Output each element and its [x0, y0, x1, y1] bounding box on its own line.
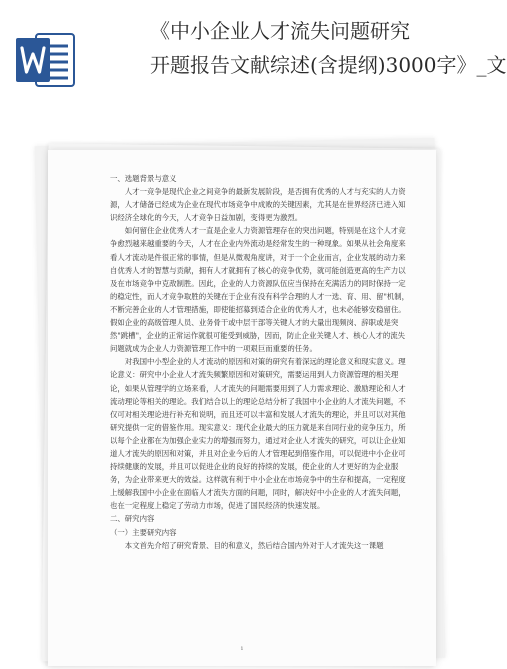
subsection-heading: （一）主要研究内容 — [110, 527, 177, 537]
document-title — [150, 14, 507, 82]
page-content — [110, 172, 410, 552]
page-number: 1 — [240, 646, 244, 652]
title-line-1: 《中小企业人才流失问题研究 — [150, 19, 410, 43]
title-line-2: 开题报告文献综述(含提纲)3000字》_文 — [150, 53, 507, 77]
section-heading-1: 一、选题背景与意义 — [110, 174, 177, 183]
paragraph-2: 如何留住企业优秀人才一直是企业人力资源管理存在的突出问题，特别是在这个人才竞争愈烈越来越重要的今天，人才在企业内外流动是经常发生的一种现象。如果从社会角度来看人才流动是件很正常的事情，但是从微观角度讲，对于一个企业而言，企业发展的动力来自优秀人才的智慧与贡献，拥有人才就拥有了核心的竞争优势，就可能创造更高的生产力以及在市场竞争中克敌制胜。因此，企业的人力资源队伍应当保持在充满活力的同时保持一定的稳定性，而人才竞争取胜的关键在于企业有没有科学合理的人才一选、育、用、留"机制，不断完善企业的人才管理措施，即使能招募到适合企业的优秀人才，也未必能够安稳留住。假如企业的高级管理人员、业务骨干或中层干部等关键人才的大量出现频岗、辞职或是突然"跳槽"，企业的正常运作就很可能受到威胁，因而，防止企业关键人才、核心人才的流失问题就成为企业人力资源管理工作中的一项艰巨而重要的任务。 — [110, 226, 410, 354]
paragraph-3: 对我国中小型企业的人才流动的原因和对策的研究有着深远的理论意义和现实意义。理论意义：研究中小企业人才流失频繁原因和对策研究，需要运用到人力资源管理的相关理论，如果从管理学的立场来看，人才流失的问题需要用到了人力需求理论、激励理论和人才流动理论等相关的理论。我们结合以上的理论总结分析了我国中小企业的人才流失问题，不仅可对相关理论进行补充和说明，而且还可以丰富和发展人才流失的理论，并且可以对其他研究提供一定的借鉴作用。现实意义：现代企业最大的压力就是来自同行业的竞争压力，所以每个企业都在为加强企业实力的增强而努力，通过对企业人才流失的研究，可以让企业知道人才流失的原因和对策，并且对企业今后的人才管理起到借鉴作用，可以促进中小企业可持续健康的发展，并且可以促进企业的良好的持续的发展，使企业的人才更好的为企业服务，为企业带来更大的效益。这样就有利于中小企业在市场竞争中的生存和提高，一定程度上缓解我国中小企业在面临人才流失方面的问题，同时，解决好中小企业的人才流失问题，也在一定程度上稳定了劳动力市场，促进了国民经济的快速发展。 — [110, 357, 406, 511]
word-icon — [14, 28, 78, 92]
section-heading-2: 二、研究内容 — [110, 514, 155, 524]
paragraph-4: 本文首先介绍了研究背景、目的和意义，然后结合国内外对于人才流失这一课题 — [124, 540, 384, 550]
document-page — [48, 150, 436, 666]
header — [0, 0, 507, 110]
paragraph-1: 人才一竞争是现代企业之间竞争的最新发展阶段，是否拥有优秀的人才与充实的人力资源，人才储备已经成为企业在现代市场竞争中成败的关键因素，尤其是在世界经济已进入知识经济全球化的今天，人才竞争日益加剧，变得更为激烈。 — [110, 187, 406, 223]
